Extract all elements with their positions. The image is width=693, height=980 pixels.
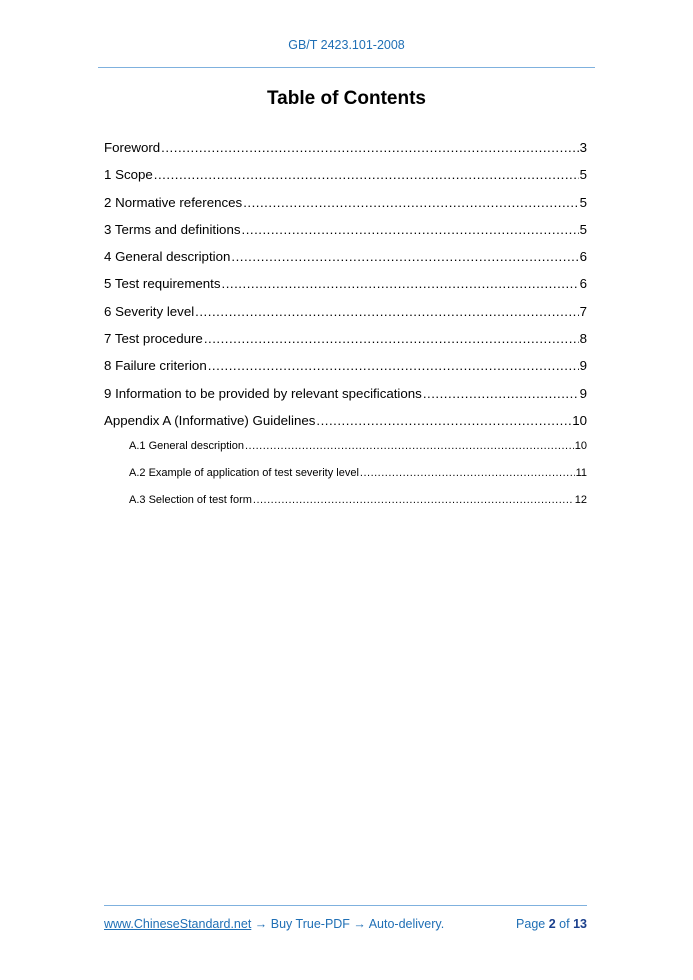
toc-entry-foreword[interactable] [104,140,587,167]
toc-entry-test-requirements[interactable] [104,276,587,303]
dot-leader [231,249,578,264]
toc-entry-label: 6 Severity level [104,303,195,319]
dot-leader [161,140,578,155]
toc-entry-appendix-a[interactable] [104,413,587,440]
toc-page-number: 5 [579,194,587,210]
website-link[interactable]: www.ChineseStandard.net [104,917,252,931]
toc-entry-general-description[interactable] [104,249,587,276]
table-of-contents [104,140,587,521]
toc-page-number: 11 [575,467,587,480]
footer-tagline: → Buy True-PDF → Auto-delivery. [251,917,445,931]
toc-entry-information-specifications[interactable] [104,386,587,413]
dot-leader [245,440,574,452]
toc-entry-a3-selection-test-form[interactable] [104,494,587,521]
toc-entry-label: 1 Scope [104,167,153,183]
page-word: Page [516,917,546,931]
toc-entry-label: Appendix A (Informative) Guidelines [104,412,316,428]
toc-entry-label: 2 Normative references [104,194,243,210]
toc-page-number: 5 [579,167,587,183]
toc-page-number: 5 [579,221,587,237]
toc-page-number: 6 [579,249,587,265]
toc-page-number: 9 [579,358,587,374]
footer-divider [104,905,587,906]
dot-leader [154,167,579,182]
toc-entry-terms-definitions[interactable] [104,222,587,249]
total-pages-number: 13 [573,917,587,931]
toc-page-number: 10 [572,412,587,428]
footer-promo [104,917,444,931]
toc-entry-test-procedure[interactable] [104,331,587,358]
header-divider [98,67,595,68]
dot-leader [222,276,579,291]
toc-entry-failure-criterion[interactable] [104,358,587,385]
dot-leader [195,304,578,319]
dot-leader [243,195,578,210]
toc-entry-label: Foreword [104,140,161,155]
toc-page-number: 10 [574,440,587,453]
toc-page-number: 12 [574,494,587,507]
dot-leader [316,413,571,428]
dot-leader [242,222,579,237]
dot-leader [423,386,579,401]
page-of-word: of [559,917,570,931]
toc-entry-label: 7 Test procedure [104,331,203,347]
toc-page-number: 7 [579,303,587,319]
toc-entry-normative-references[interactable] [104,195,587,222]
toc-page-number: 8 [579,331,587,347]
toc-entry-label: A.2 Example of application of test severity level [129,467,359,480]
toc-page-number: 9 [579,385,587,401]
dot-leader [253,494,574,506]
toc-entry-severity-level[interactable] [104,304,587,331]
page-title: Table of Contents [266,88,427,109]
toc-entry-label: 8 Failure criterion [104,358,207,374]
toc-page-number: 3 [579,140,587,155]
toc-entry-label: 4 General description [104,249,231,265]
dot-leader [360,467,575,479]
toc-entry-label: A.3 Selection of test form [129,494,252,507]
dot-leader [204,331,579,346]
page-indicator [516,917,587,931]
toc-entry-a2-example-severity[interactable] [104,467,587,494]
dot-leader [208,358,579,373]
toc-page-number: 6 [579,276,587,292]
toc-entry-label: 5 Test requirements [104,276,221,292]
toc-entry-a1-general-description[interactable] [104,440,587,467]
toc-entry-label: 9 Information to be provided by relevant specifications [104,385,422,401]
toc-entry-label: 3 Terms and definitions [104,221,241,237]
toc-entry-label: A.1 General description [129,440,244,453]
document-header: GB/T 2423.101-2008 [288,38,405,52]
current-page-number: 2 [548,917,556,931]
toc-entry-scope[interactable] [104,167,587,194]
